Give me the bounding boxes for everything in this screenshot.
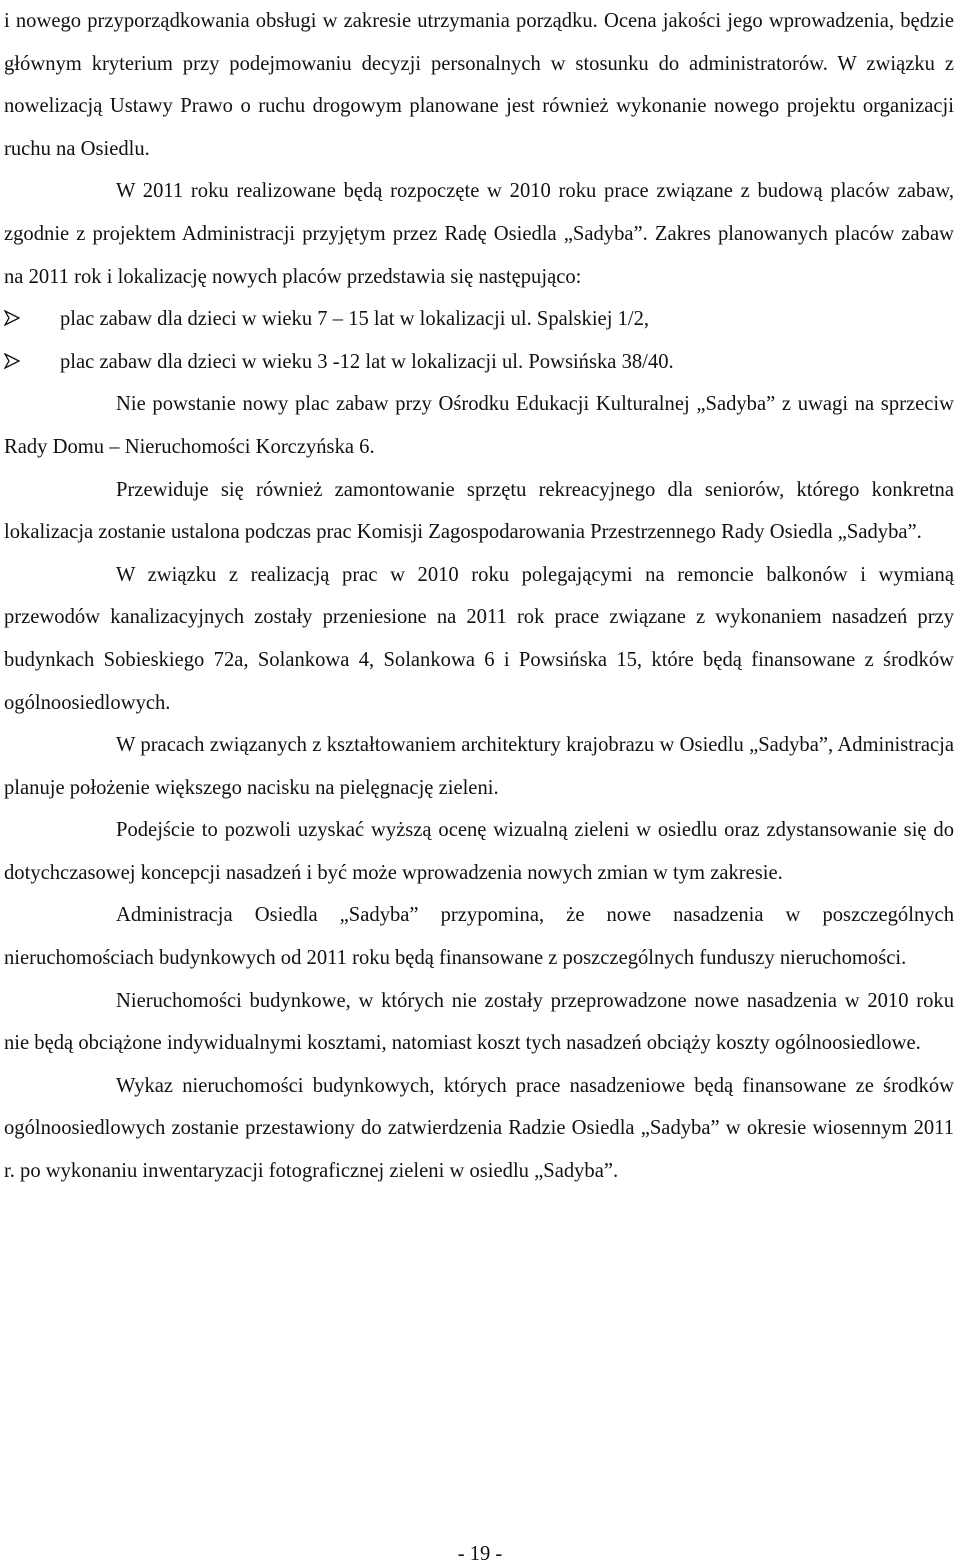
paragraph-balcony-works: W związku z realizacją prac w 2010 roku polegającymi na remoncie balkonów i wymianą przewodów kanalizacyjnych zostały przeniesione na 2011 rok prace związane z wykonaniem nasadzeń przy budynkach Sobieskiego 72a, Solankowa 4, Solankowa 6 i Powsińska 15, które będą finansowane z środków ogólnoosiedlowych.: [4, 563, 954, 714]
list-item-text: plac zabaw dla dzieci w wieku 3 -12 lat w lokalizacji ul. Powsińska 38/40.: [60, 350, 674, 373]
page-number: - 19 -: [457, 1543, 503, 1565]
paragraph-continuation: i nowego przyporządkowania obsługi w zakresie utrzymania porządku. Ocena jakości jego wprowadzenia, będzie głównym kryterium przy podejmowaniu decyzji personalnych w stosunku do administratorów. W związku z nowelizacją Ustawy Prawo o ruchu drogowym planowane jest również wykonanie nowego projektu organizacji ruchu na Osiedlu.: [4, 10, 954, 160]
paragraph-playgrounds: W 2011 roku realizowane będą rozpoczęte w 2010 roku prace związane z budową placów zabaw, zgodnie z projektem Administracji przyjętym przez Radę Osiedla „Sadyba”. Zakres planowanych placów zabaw na 2011 rok i lokalizację nowych placów przedstawia się następująco:: [4, 180, 954, 288]
paragraph-landscape: W pracach związanych z kształtowaniem architektury krajobrazu w Osiedlu „Sadyba”, Administracja planuje położenie większego nacisku na pielęgnację zieleni.: [4, 734, 954, 799]
list-item: [4, 341, 954, 384]
arrowhead-bullet-icon: [4, 310, 20, 326]
paragraph-costs: Nieruchomości budynkowe, w których nie zostały przeprowadzone nowe nasadzenia w 2010 roku nie będą obciążone indywidualnymi kosztami, natomiast koszt tych nasadzeń obciąży koszty ogólnoosiedlowe.: [4, 989, 954, 1055]
paragraph-senior-equipment: Przewiduje się również zamontowanie sprzętu rekreacyjnego dla seniorów, którego konkretna lokalizacja zostanie ustalona podczas prac Komisji Zagospodarowania Przestrzennego Rady Osiedla „Sadyba”.: [4, 478, 954, 544]
paragraph-approach: Podejście to pozwoli uzyskać wyższą ocenę wizualną zieleni w osiedlu oraz zdystansowanie się do dotychczasowej koncepcji nasadzeń i być może wprowadzenia nowych zmian w tym zakresie.: [4, 819, 954, 884]
paragraph-inventory: Wykaz nieruchomości budynkowych, których prace nasadzeniowe będą finansowane ze środków ogólnoosiedlowych zostanie przestawiony do zatwierdzenia Radzie Osiedla „Sadyba” w okresie wiosennym 2011 r. po wykonaniu inwentaryzacji fotograficznej zieleni w osiedlu „Sadyba”.: [4, 1074, 954, 1183]
list-item-text: plac zabaw dla dzieci w wieku 7 – 15 lat w lokalizacji ul. Spalskiej 1/2,: [60, 308, 650, 331]
playground-list: [4, 298, 954, 383]
paragraph-reminder: Administracja Osiedla „Sadyba” przypomina, że nowe nasadzenia w poszczególnych nieruchomościach budynkowych od 2011 roku będą finansowane z poszczególnych funduszy nieruchomości.: [4, 904, 954, 970]
document-body: [4, 0, 954, 1193]
arrowhead-bullet-icon: [4, 353, 20, 369]
list-item: [4, 298, 954, 341]
paragraph-no-new-playground: Nie powstanie nowy plac zabaw przy Ośrodku Edukacji Kulturalnej „Sadyba” z uwagi na sprzeciw Rady Domu – Nieruchomości Korczyńska 6.: [4, 393, 954, 458]
